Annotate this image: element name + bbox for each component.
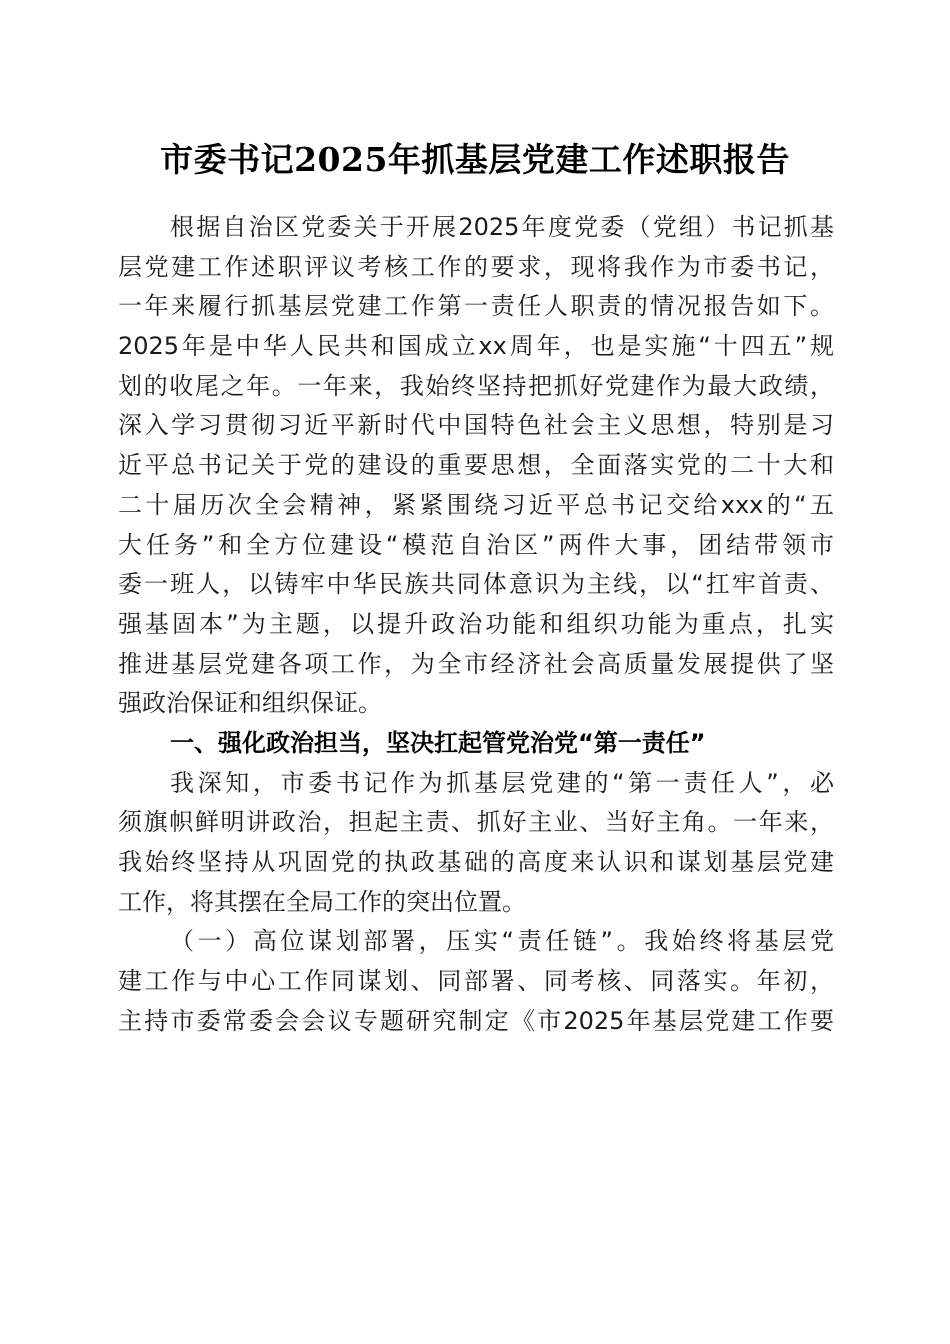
document-title: 市委书记2025年抓基层党建工作述职报告 [160, 140, 790, 179]
text-line: 强基固本”为主题，以提升政治功能和组织功能为重点，扎实 [118, 609, 834, 638]
text-line: 2025年是中华人民共和国成立xx周年，也是实施“十四五”规 [118, 332, 834, 361]
text-line: 主持市委常委会会议专题研究制定《市2025年基层党建工作要 [118, 1006, 834, 1035]
subsection-paragraph [118, 922, 834, 1041]
text-line: 一年来履行抓基层党建工作第一责任人职责的情况报告如下。 [118, 292, 834, 321]
text-line: （一）高位谋划部署，压实“责任链”。我始终将基层党 [170, 927, 834, 956]
intro-paragraph [118, 208, 834, 724]
text-line: 层党建工作述职评议考核工作的要求，现将我作为市委书记， [118, 252, 834, 281]
text-line: 工作，将其摆在全局工作的突出位置。 [118, 887, 526, 916]
text-line: 根据自治区党委关于开展2025年度党委（党组）书记抓基 [170, 213, 834, 241]
text-line: 推进基层党建各项工作，为全市经济社会高质量发展提供了坚 [118, 649, 834, 678]
text-line: 强政治保证和组织保证。 [118, 689, 382, 718]
text-line: 委一班人，以铸牢中华民族共同体意识为主线，以“扛牢首责、 [118, 570, 834, 599]
text-line: 我深知，市委书记作为抓基层党建的“第一责任人”，必 [170, 768, 834, 797]
text-line: 深入学习贯彻习近平新时代中国特色社会主义思想，特别是习 [118, 411, 834, 440]
text-line: 建工作与中心工作同谋划、同部署、同考核、同落实。年初， [118, 967, 834, 996]
text-line: 划的收尾之年。一年来，我始终坚持把抓好党建作为最大政绩， [118, 371, 834, 400]
text-line: 大任务”和全方位建设“模范自治区”两件大事，团结带领市 [118, 530, 834, 559]
section-paragraph [118, 764, 834, 923]
text-line: 二十届历次全会精神，紧紧围绕习近平总书记交给xxx的“五 [118, 490, 834, 519]
section-heading: 一、强化政治担当，坚决扛起管党治党“第一责任” [170, 728, 706, 757]
text-line: 我始终坚持从巩固党的执政基础的高度来认识和谋划基层党建 [118, 848, 834, 876]
document-body [118, 208, 834, 1041]
text-line: 近平总书记关于党的建设的重要思想，全面落实党的二十大和 [118, 451, 834, 480]
text-line: 须旗帜鲜明讲政治，担起主责、抓好主业、当好主角。一年来， [118, 808, 834, 837]
